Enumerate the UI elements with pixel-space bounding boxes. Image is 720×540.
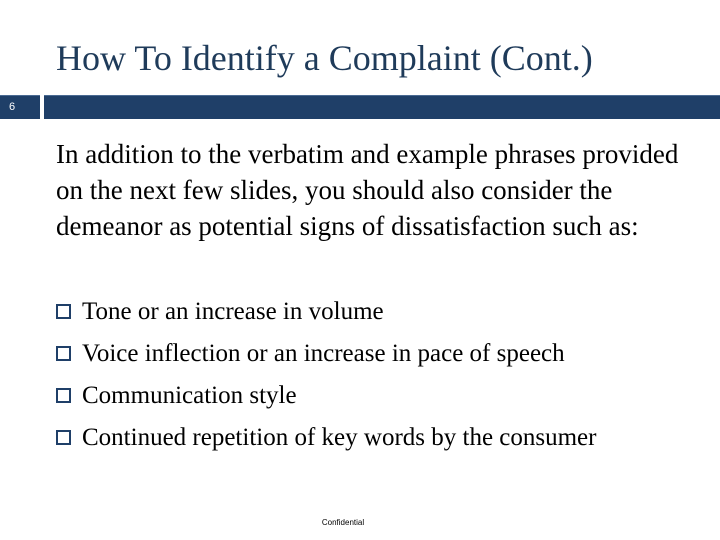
bullet-text: Communication style	[82, 382, 297, 409]
bullet-list	[56, 291, 696, 459]
hollow-square-bullet-icon	[56, 304, 71, 319]
hollow-square-bullet-icon	[56, 388, 71, 403]
list-item	[56, 333, 696, 375]
hollow-square-bullet-icon	[56, 346, 71, 361]
bullet-text: Continued repetition of key words by the consumer	[82, 424, 597, 451]
footer-confidential: Confidential	[321, 518, 365, 527]
slide-title: How To Identify a Complaint (Cont.)	[56, 38, 593, 78]
bullet-text: Tone or an increase in volume	[82, 298, 384, 325]
list-item	[56, 375, 696, 417]
bullet-text: Voice inflection or an increase in pace of speech	[82, 340, 565, 367]
slide-number: 6	[0, 95, 40, 119]
list-item	[56, 291, 696, 333]
body-paragraph: In addition to the verbatim and example phrases provided on the next few slides, you should also consider the demeanor as potential signs of dissatisfaction such as:	[56, 139, 679, 241]
hollow-square-bullet-icon	[56, 430, 71, 445]
list-item	[56, 417, 696, 459]
title-divider-bar	[44, 95, 720, 119]
